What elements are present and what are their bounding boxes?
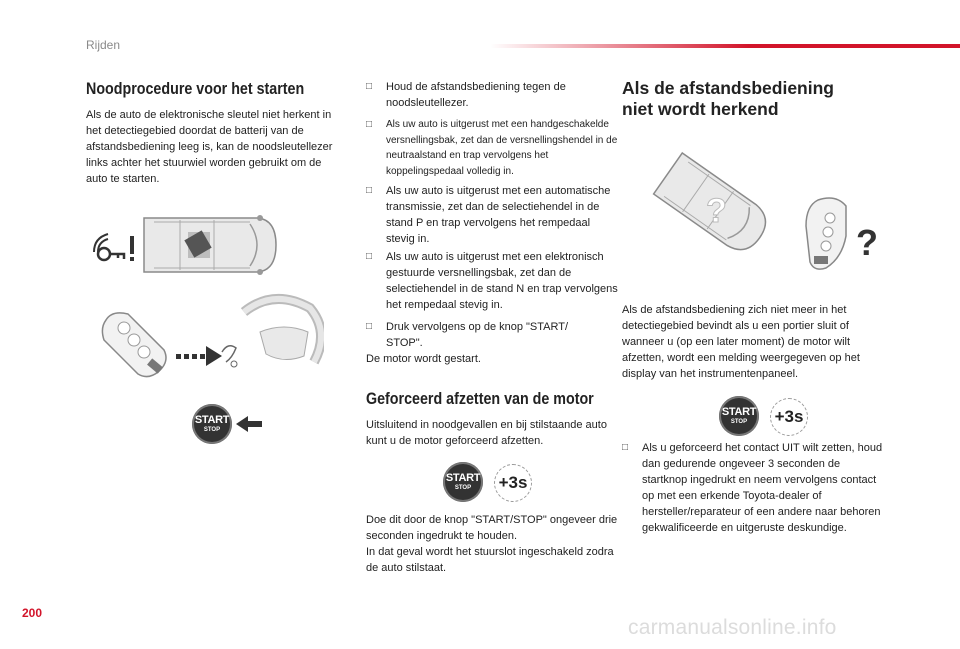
start-label: START <box>445 472 481 484</box>
title-line-1: Als de afstandsbediening <box>622 78 834 98</box>
three-seconds-timer-icon: +3s <box>770 398 808 436</box>
start-stop-button-icon <box>443 462 483 502</box>
list-item <box>366 79 618 111</box>
bullet-marker-icon: □ <box>366 81 373 92</box>
watermark: carmanualsonline.info <box>628 616 837 639</box>
list-item-text: Als uw auto is uitgerust met een automatische transmissie, zet dan de selectiehendel in de stand P en trap vervolgens het rempedaal stevig in. <box>386 185 611 245</box>
bullet-marker-icon: □ <box>366 321 373 332</box>
list-item <box>366 117 618 179</box>
forced-stop-text-2: In dat geval wordt het stuurslot ingeschakeld zodra de auto stilstaat. <box>366 546 614 574</box>
section-label: Rijden <box>86 38 121 52</box>
stop-label: STOP <box>203 427 221 433</box>
list-item-text: Als u geforceerd het contact UIT wilt zetten, houd dan gedurende ongeveer 3 seconden de startknop ingedrukt en neem vervolgens contact op met een erkende Toyota-dealer of hersteller/reparateur of een andere naar behoren gekwalificeerde en uitgeruste deskundige. <box>642 442 883 534</box>
list-item <box>366 249 618 313</box>
bullet-marker-icon: □ <box>366 185 373 196</box>
emergency-start-intro: Als de auto de elektronische sleutel niet herkent in het detectiegebied doordat de batterij van de afstandsbediening leeg is, kan de noodsleutellezer links achter het stuurwiel worden gebruikt om de auto te starten. <box>86 109 333 185</box>
not-recognized-title <box>622 78 834 120</box>
forced-stop-title: Geforceerd afzetten van de motor <box>366 389 594 408</box>
start-stop-button-icon <box>192 404 232 444</box>
list-item-text: Druk vervolgens op de knop "START/ STOP". <box>386 321 569 349</box>
start-label: START <box>194 414 230 426</box>
key-fob-illustration <box>98 306 176 382</box>
stop-label: STOP <box>454 485 472 491</box>
question-mark-icon: ? <box>706 192 727 230</box>
list-item-text: Als uw auto is uitgerust met een handgeschakelde versnellingsbak, zet dan de versnellingshendel in de neutraalstand en trap vervolgens het koppelingspedaal volledig in. <box>386 119 618 177</box>
list-item-text: Houd de afstandsbediening tegen de noodsleutellezer. <box>386 81 566 109</box>
list-item <box>366 319 606 351</box>
header-bar <box>490 44 960 48</box>
bullet-marker-icon: □ <box>622 442 629 453</box>
car-top-view-illustration <box>140 210 280 280</box>
page-number: 200 <box>22 606 43 620</box>
steering-wheel-illustration <box>214 292 324 382</box>
list-item-text: Als uw auto is uitgerust met een elektronisch gestuurde versnellingsbak, zet dan de selectiehendel in de stand N en trap vervolgens het rempedaal stevig in. <box>386 251 618 311</box>
emergency-start-title: Noodprocedure voor het starten <box>86 79 305 98</box>
car-top-view-illustration <box>648 150 778 260</box>
title-line-2: niet wordt herkend <box>622 99 779 119</box>
bullet-marker-icon: □ <box>366 119 373 130</box>
forced-stop-text-1: Doe dit door de knop "START/STOP" ongeveer drie seconden ingedrukt te houden. <box>366 514 618 542</box>
list-item <box>622 440 886 536</box>
not-recognized-text: Als de afstandsbediening zich niet meer in het detectiegebied bevindt als u een portier sluit of wanneer u (op een later moment) de motor wilt afzetten, wordt een melding weergegeven op het display van het instrumentenpaneel. <box>622 304 860 380</box>
stop-label: STOP <box>730 419 748 425</box>
three-seconds-timer-icon: +3s <box>494 464 532 502</box>
start-label: START <box>721 406 757 418</box>
start-stop-button-icon <box>719 396 759 436</box>
procedure-steps <box>366 79 618 367</box>
list-item <box>366 183 618 247</box>
key-fob-illustration <box>796 196 856 272</box>
arrow-left-icon <box>234 414 264 434</box>
bullet-marker-icon: □ <box>366 251 373 262</box>
forced-stop-intro: Uitsluitend in noodgevallen en bij stilstaande auto kunt u de motor geforceerd afzetten. <box>366 419 607 447</box>
not-recognized-steps <box>622 440 886 536</box>
key-warning-icon <box>90 228 138 264</box>
engine-started-text: De motor wordt gestart. <box>366 353 481 365</box>
question-mark-icon: ? <box>856 222 878 263</box>
